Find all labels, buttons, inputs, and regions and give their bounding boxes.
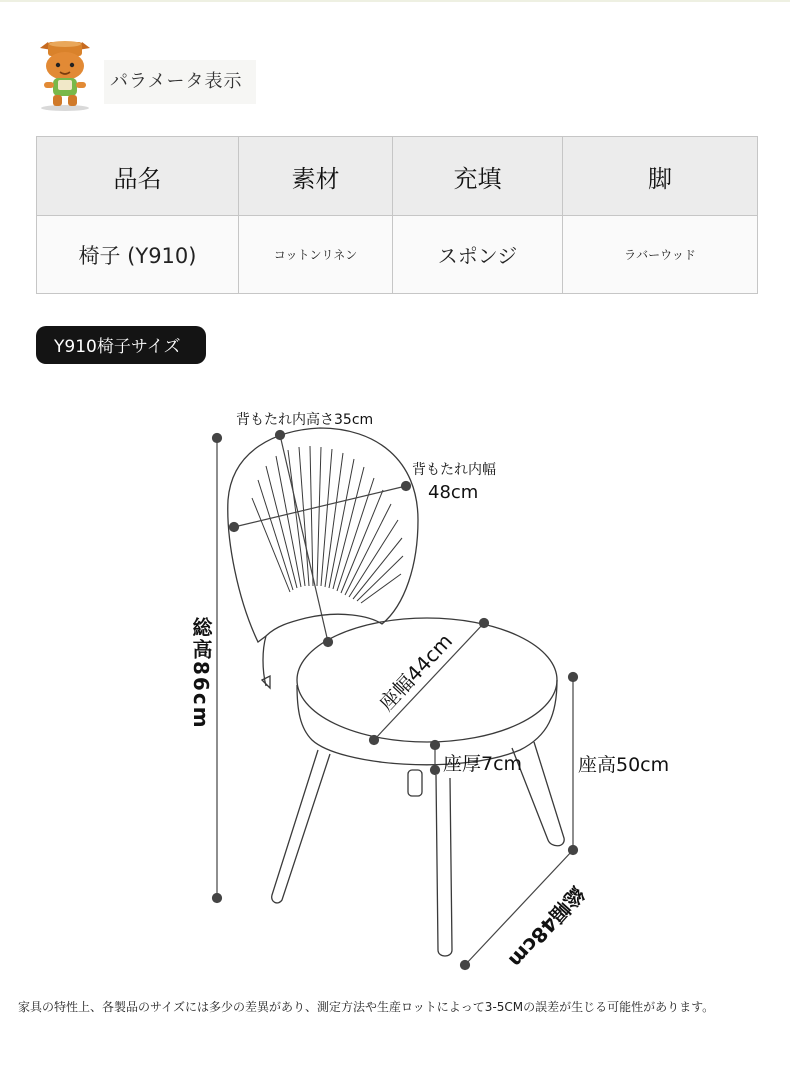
back-width-value: 48cm (428, 482, 479, 503)
total-width-label: 総幅48cm (504, 881, 590, 973)
table-header-cell: 品名 (37, 137, 239, 216)
total-height-label: 総高86cm (189, 617, 213, 730)
dimension-labels (189, 411, 669, 972)
table-header-cell: 充填 (393, 137, 563, 216)
params-table (36, 136, 758, 294)
table-header-cell: 素材 (239, 137, 393, 216)
size-disclaimer-note: 家具の特性上、各製品のサイズには多少の差異があり、測定方法や生産ロットによって3-5CMの誤差が生じる可能性があります。 (18, 1000, 715, 1014)
mascot-icon (34, 38, 96, 112)
back-width-label: 背もたれ内幅 (412, 462, 496, 478)
table-cell: ラバーウッド (563, 216, 758, 294)
seat-height-label: 座高50cm (578, 754, 670, 776)
table-header-row (37, 137, 758, 216)
table-header-cell: 脚 (563, 137, 758, 216)
table-row (37, 216, 758, 294)
seat-width-label: 座幅44cm (374, 628, 458, 716)
seat-thickness-label: 座厚7cm (443, 753, 523, 775)
table-cell: 椅子 (Y910) (37, 216, 239, 294)
top-divider (0, 0, 790, 2)
back-height-label: 背もたれ内高さ35cm (236, 412, 374, 428)
table-cell: スポンジ (393, 216, 563, 294)
chair-dimension-diagram (0, 380, 790, 980)
table-cell: コットンリネン (239, 216, 393, 294)
section-title: パラメータ表示 (104, 60, 256, 104)
size-section-badge: Y910椅子サイズ (36, 326, 206, 364)
